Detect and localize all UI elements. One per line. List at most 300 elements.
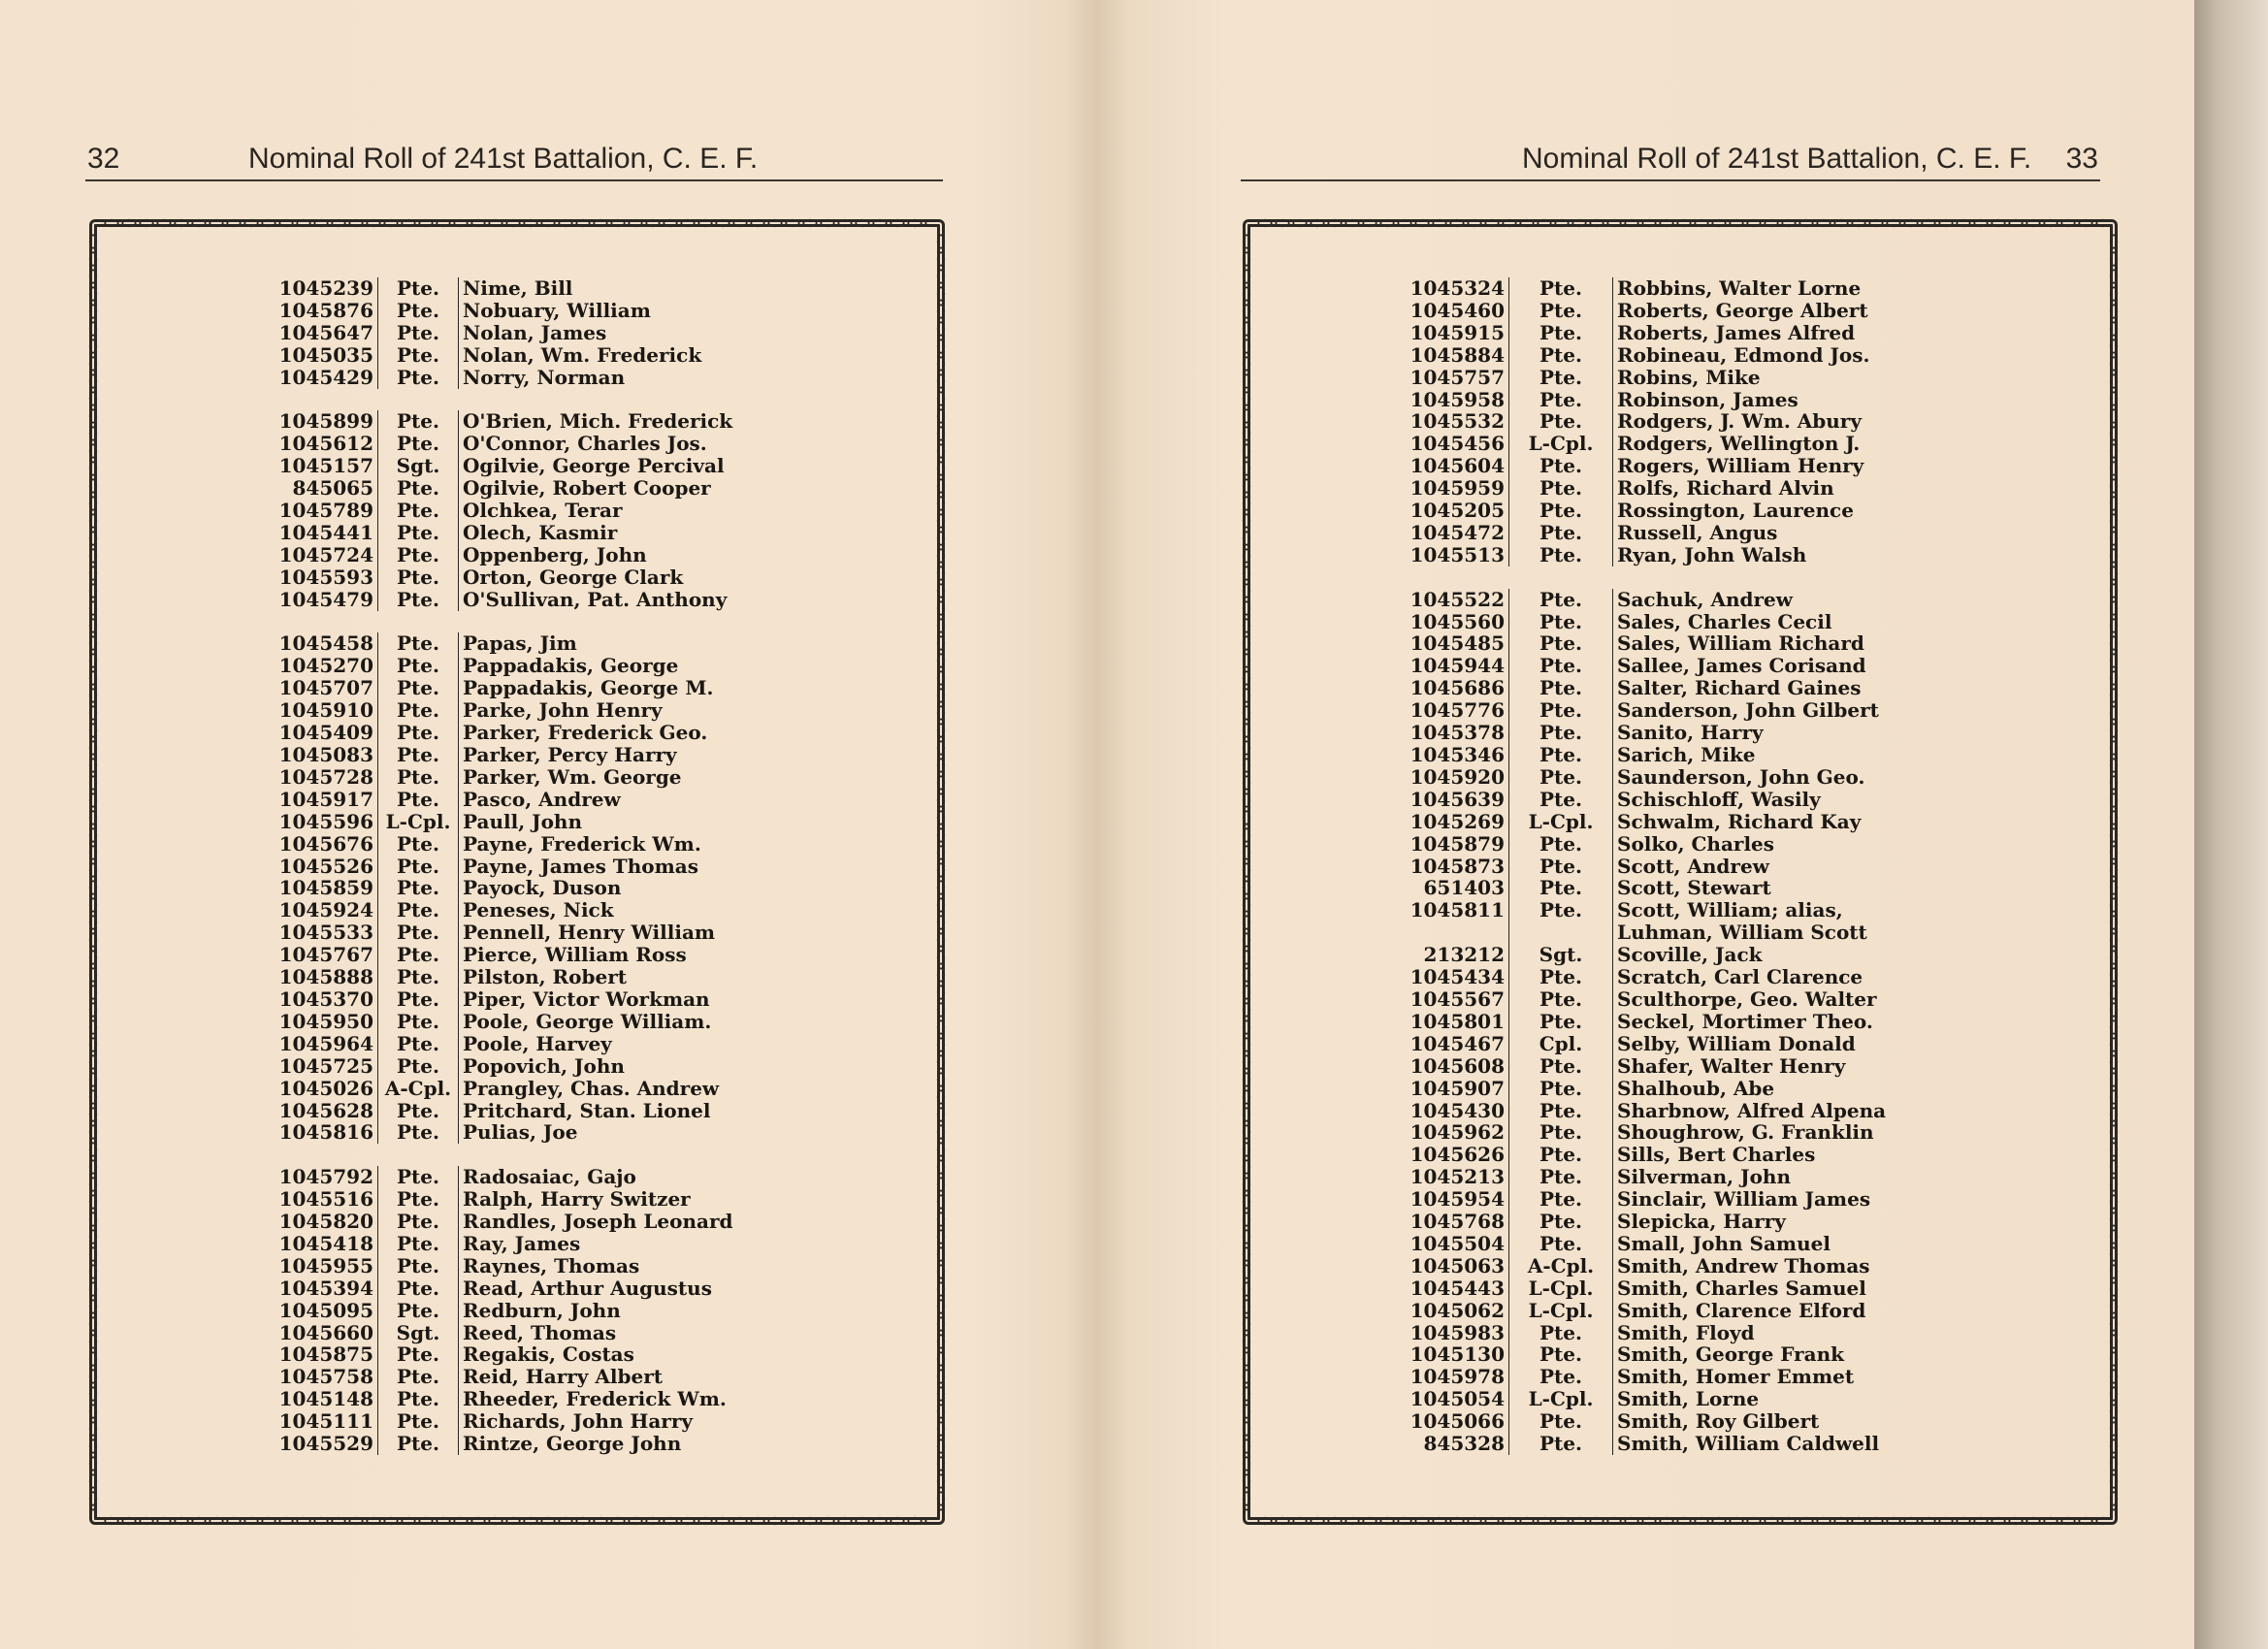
regimental-number: 1045516 xyxy=(97,1188,378,1211)
soldier-name: Robineau, Edmond Jos. xyxy=(1613,344,2111,367)
rank: Pte. xyxy=(1539,787,1582,811)
left-page xyxy=(0,0,1097,1649)
table-row xyxy=(1250,766,2110,789)
table-row xyxy=(97,1055,937,1078)
regimental-number: 1045054 xyxy=(1250,1388,1509,1410)
chain-border-icon xyxy=(1256,216,2104,230)
regimental-number: 1045612 xyxy=(97,433,378,455)
regimental-number: 1045978 xyxy=(1250,1366,1509,1388)
soldier-name: Nobuary, William xyxy=(459,300,938,322)
soldier-name: Shalhoub, Abe xyxy=(1613,1078,2111,1100)
soldier-name: Pappadakis, George xyxy=(459,655,938,677)
regimental-number: 1045270 xyxy=(97,655,378,677)
regimental-number: 1045917 xyxy=(97,789,378,811)
soldier-name: Prangley, Chas. Andrew xyxy=(459,1078,938,1100)
regimental-number: 1045095 xyxy=(97,1300,378,1322)
regimental-number: 1045875 xyxy=(97,1343,378,1366)
rank: Pte. xyxy=(397,542,439,566)
regimental-number: 1045728 xyxy=(97,766,378,789)
table-row xyxy=(97,789,937,811)
soldier-name: Smith, Andrew Thomas xyxy=(1613,1255,2111,1277)
soldier-name: Small, John Samuel xyxy=(1613,1233,2111,1255)
table-row xyxy=(1250,322,2110,344)
soldier-name: Parker, Frederick Geo. xyxy=(459,722,938,744)
regimental-number: 1045676 xyxy=(97,833,378,856)
rank: Pte. xyxy=(1539,587,1582,611)
soldier-name: Richards, John Harry xyxy=(459,1410,938,1433)
regimental-number: 1045944 xyxy=(1250,655,1509,677)
rank: Pte. xyxy=(1539,743,1582,767)
table-row xyxy=(1250,1211,2110,1233)
regimental-number: 1045429 xyxy=(97,367,378,389)
regimental-number xyxy=(1250,922,1509,944)
rank: Pte. xyxy=(1539,721,1582,745)
soldier-name: Ray, James xyxy=(459,1233,938,1255)
regimental-number: 1045884 xyxy=(1250,344,1509,367)
regimental-number: 651403 xyxy=(1250,877,1509,899)
table-row xyxy=(97,833,937,856)
soldier-name: Rolfs, Richard Alvin xyxy=(1613,477,2111,500)
soldier-name: Paull, John xyxy=(459,811,938,833)
rank: Pte. xyxy=(1539,1210,1582,1234)
table-row xyxy=(1250,699,2110,722)
soldier-name: Nime, Bill xyxy=(459,277,938,300)
soldier-name: Nolan, James xyxy=(459,322,938,344)
soldier-name: Slepicka, Harry xyxy=(1613,1211,2111,1233)
rank: Pte. xyxy=(1539,654,1582,678)
table-row xyxy=(97,1211,937,1233)
soldier-name: Silverman, John xyxy=(1613,1166,2111,1188)
right-page xyxy=(1097,0,2194,1649)
soldier-name: Smith, George Frank xyxy=(1613,1343,2111,1366)
left-page-title: Nominal Roll of 241st Battalion, C. E. F. xyxy=(248,143,759,175)
regimental-number: 1045130 xyxy=(1250,1343,1509,1366)
table-row xyxy=(1250,922,2110,944)
table-row xyxy=(97,1011,937,1033)
table-row xyxy=(1250,300,2110,322)
regimental-number: 1045907 xyxy=(1250,1078,1509,1100)
table-row xyxy=(1250,1144,2110,1166)
table-row xyxy=(1250,522,2110,544)
rank: Pte. xyxy=(397,876,439,900)
section-gap xyxy=(1250,566,2110,589)
rank: Pte. xyxy=(397,342,439,367)
table-row xyxy=(97,1343,937,1366)
regimental-number: 1045035 xyxy=(97,344,378,367)
table-row xyxy=(97,1233,937,1255)
rank: Pte. xyxy=(1539,454,1582,478)
soldier-name: Solko, Charles xyxy=(1613,833,2111,856)
rank: Pte. xyxy=(397,298,439,322)
table-row xyxy=(97,899,937,922)
rank: Pte. xyxy=(1539,609,1582,633)
rank: Pte. xyxy=(1539,409,1582,434)
rank: Pte. xyxy=(1539,1076,1582,1100)
soldier-name: Sills, Bert Charles xyxy=(1613,1144,2111,1166)
regimental-number: 1045954 xyxy=(1250,1188,1509,1211)
table-row xyxy=(97,1410,937,1433)
regimental-number: 1045513 xyxy=(1250,544,1509,566)
table-row xyxy=(1250,877,2110,899)
regimental-number: 1045441 xyxy=(97,522,378,544)
table-row xyxy=(1250,589,2110,611)
chain-border-icon xyxy=(1256,1514,2104,1528)
table-row xyxy=(97,632,937,655)
soldier-name: Smith, Floyd xyxy=(1613,1322,2111,1344)
table-row xyxy=(1250,944,2110,966)
regimental-number: 1045378 xyxy=(1250,722,1509,744)
rank: Pte. xyxy=(397,365,439,389)
rank: Pte. xyxy=(1539,965,1582,989)
soldier-name: Scott, Andrew xyxy=(1613,856,2111,878)
regimental-number: 1045324 xyxy=(1250,277,1509,300)
table-row xyxy=(97,966,937,988)
regimental-number: 1045026 xyxy=(97,1078,378,1100)
table-row xyxy=(97,455,937,477)
table-row xyxy=(1250,966,2110,988)
table-row xyxy=(1250,811,2110,833)
soldier-name: Regakis, Costas xyxy=(459,1343,938,1366)
rank: Pte. xyxy=(1539,898,1582,922)
regimental-number: 1045111 xyxy=(97,1410,378,1433)
left-roll-table xyxy=(97,277,937,1455)
table-row xyxy=(97,1366,937,1388)
regimental-number: 1045418 xyxy=(97,1233,378,1255)
regimental-number: 1045504 xyxy=(1250,1233,1509,1255)
regimental-number: 1045269 xyxy=(1250,811,1509,833)
rank: Sgt. xyxy=(396,1320,440,1344)
table-row xyxy=(97,811,937,833)
table-row xyxy=(1250,455,2110,477)
soldier-name: Shoughrow, G. Franklin xyxy=(1613,1121,2111,1144)
table-row xyxy=(1250,1166,2110,1188)
soldier-name: Payne, Frederick Wm. xyxy=(459,833,938,856)
rank: Pte. xyxy=(397,1187,439,1212)
section-gap xyxy=(97,389,937,411)
table-row xyxy=(97,367,937,389)
soldier-name: Smith, Homer Emmet xyxy=(1613,1366,2111,1388)
table-row xyxy=(1250,789,2110,811)
soldier-name: Smith, Lorne xyxy=(1613,1388,2111,1410)
regimental-number: 1045792 xyxy=(97,1166,378,1188)
rank: Pte. xyxy=(1539,1098,1582,1122)
regimental-number: 1045639 xyxy=(1250,789,1509,811)
regimental-number: 1045888 xyxy=(97,966,378,988)
rank: Sgt. xyxy=(396,454,440,478)
table-row xyxy=(1250,856,2110,878)
rank: Pte. xyxy=(397,1231,439,1255)
soldier-name: Robinson, James xyxy=(1613,389,2111,411)
soldier-name: Pierce, William Ross xyxy=(459,944,938,966)
soldier-name: Olech, Kasmir xyxy=(459,522,938,544)
table-row xyxy=(97,1433,937,1455)
rank: Pte. xyxy=(397,1432,439,1456)
regimental-number: 1045924 xyxy=(97,899,378,922)
rank: Pte. xyxy=(1539,1320,1582,1344)
rank: Pte. xyxy=(397,631,439,656)
rank: Pte. xyxy=(397,1210,439,1234)
soldier-name: Schischloff, Wasily xyxy=(1613,789,2111,811)
table-row xyxy=(97,856,937,878)
regimental-number: 1045458 xyxy=(97,632,378,655)
regimental-number: 1045157 xyxy=(97,455,378,477)
table-row xyxy=(1250,1033,2110,1055)
soldier-name: Seckel, Mortimer Theo. xyxy=(1613,1011,2111,1033)
soldier-name: Saunderson, John Geo. xyxy=(1613,766,2111,789)
soldier-name: Sachuk, Andrew xyxy=(1613,589,2111,611)
table-row xyxy=(1250,1078,2110,1100)
rank: Pte. xyxy=(1539,387,1582,411)
soldier-name: O'Brien, Mich. Frederick xyxy=(459,410,938,433)
regimental-number: 1045456 xyxy=(1250,433,1509,455)
regimental-number: 1045920 xyxy=(1250,766,1509,789)
soldier-name: O'Connor, Charles Jos. xyxy=(459,433,938,455)
regimental-number: 1045958 xyxy=(1250,389,1509,411)
regimental-number: 1045801 xyxy=(1250,1011,1509,1033)
regimental-number: 1045879 xyxy=(1250,833,1509,856)
rank: Pte. xyxy=(1539,764,1582,789)
table-row xyxy=(97,1322,937,1344)
table-row xyxy=(97,410,937,433)
table-row xyxy=(97,699,937,722)
soldier-name: Redburn, John xyxy=(459,1300,938,1322)
regimental-number: 1045560 xyxy=(1250,611,1509,633)
rank: Pte. xyxy=(397,1053,439,1078)
soldier-name: Sanito, Harry xyxy=(1613,722,2111,744)
table-row xyxy=(1250,433,2110,455)
right-page-number: 33 xyxy=(2065,143,2098,175)
table-row xyxy=(97,744,937,766)
rank: Pte. xyxy=(397,587,439,611)
table-row xyxy=(1250,544,2110,566)
rank: Pte. xyxy=(1539,542,1582,566)
rank: L-Cpl. xyxy=(1528,432,1594,456)
table-row xyxy=(1250,1300,2110,1322)
rank: Pte. xyxy=(397,986,439,1011)
left-ornamental-border xyxy=(89,219,945,1525)
table-row xyxy=(1250,655,2110,677)
table-row xyxy=(1250,1100,2110,1122)
rank: L-Cpl. xyxy=(1528,1298,1594,1322)
section-gap xyxy=(97,611,937,633)
soldier-name: Randles, Joseph Leonard xyxy=(459,1211,938,1233)
table-row xyxy=(97,433,937,455)
regimental-number: 1045526 xyxy=(97,856,378,878)
regimental-number: 1045593 xyxy=(97,566,378,589)
chain-border-icon xyxy=(103,216,931,230)
table-row xyxy=(1250,611,2110,633)
regimental-number: 1045758 xyxy=(97,1366,378,1388)
regimental-number: 1045955 xyxy=(97,1255,378,1277)
table-row xyxy=(97,944,937,966)
table-row xyxy=(1250,722,2110,744)
regimental-number: 1045959 xyxy=(1250,477,1509,500)
soldier-name: Parke, John Henry xyxy=(459,699,938,722)
table-row xyxy=(1250,1410,2110,1433)
rank: Pte. xyxy=(1539,986,1582,1011)
table-row xyxy=(1250,1366,2110,1388)
soldier-name: Radosaiac, Gajo xyxy=(459,1166,938,1188)
regimental-number: 1045876 xyxy=(97,300,378,322)
table-row xyxy=(97,1188,937,1211)
soldier-name: Olchkea, Terar xyxy=(459,500,938,522)
regimental-number: 1045686 xyxy=(1250,677,1509,699)
rank: A-Cpl. xyxy=(1527,1253,1595,1277)
soldier-name: Roberts, James Alfred xyxy=(1613,322,2111,344)
right-roll-table xyxy=(1250,277,2110,1455)
rank: Pte. xyxy=(1539,831,1582,856)
soldier-name: Pilston, Robert xyxy=(459,966,938,988)
rank: Pte. xyxy=(397,1165,439,1189)
rank: Pte. xyxy=(397,1365,439,1389)
table-row xyxy=(1250,833,2110,856)
soldier-name: O'Sullivan, Pat. Anthony xyxy=(459,589,938,611)
rank: Pte. xyxy=(397,1387,439,1411)
rank: Pte. xyxy=(1539,1143,1582,1167)
regimental-number: 1045962 xyxy=(1250,1121,1509,1144)
soldier-name: Rheeder, Frederick Wm. xyxy=(459,1388,938,1410)
table-row xyxy=(1250,389,2110,411)
rank: Pte. xyxy=(1539,1009,1582,1033)
rank: Pte. xyxy=(1539,1165,1582,1189)
regimental-number: 1045434 xyxy=(1250,966,1509,988)
table-row xyxy=(1250,477,2110,500)
soldier-name: Ryan, John Walsh xyxy=(1613,544,2111,566)
right-page-title: Nominal Roll of 241st Battalion, C. E. F. xyxy=(1522,143,2032,175)
soldier-name: Rodgers, J. Wm. Abury xyxy=(1613,410,2111,433)
rank xyxy=(1509,922,1613,944)
table-row xyxy=(97,655,937,677)
regimental-number: 1045430 xyxy=(1250,1100,1509,1122)
soldier-name: Rogers, William Henry xyxy=(1613,455,2111,477)
soldier-name: Sarich, Mike xyxy=(1613,744,2111,766)
rank: Pte. xyxy=(1539,854,1582,878)
regimental-number: 1045816 xyxy=(97,1121,378,1144)
rank: Pte. xyxy=(1539,1365,1582,1389)
soldier-name: Smith, Clarence Elford xyxy=(1613,1300,2111,1322)
rank: Pte. xyxy=(397,1009,439,1033)
regimental-number: 1045964 xyxy=(97,1033,378,1055)
rank: Pte. xyxy=(397,276,439,300)
regimental-number: 1045811 xyxy=(1250,899,1509,922)
table-row xyxy=(97,1033,937,1055)
soldier-name: Norry, Norman xyxy=(459,367,938,389)
regimental-number: 1045768 xyxy=(1250,1211,1509,1233)
rank: Pte. xyxy=(397,698,439,723)
soldier-name: Pennell, Henry William xyxy=(459,922,938,944)
table-row xyxy=(97,1300,937,1322)
soldier-name: Parker, Wm. George xyxy=(459,766,938,789)
regimental-number: 1045370 xyxy=(97,988,378,1011)
regimental-number: 1045660 xyxy=(97,1322,378,1344)
regimental-number: 1045062 xyxy=(1250,1300,1509,1322)
soldier-name: Scoville, Jack xyxy=(1613,944,2111,966)
rank: L-Cpl. xyxy=(1528,1276,1594,1300)
rank: Pte. xyxy=(1539,1231,1582,1255)
table-row xyxy=(1250,632,2110,655)
soldier-name: Scott, Stewart xyxy=(1613,877,2111,899)
soldier-name: Payock, Duson xyxy=(459,877,938,899)
regimental-number: 1045767 xyxy=(97,944,378,966)
table-row xyxy=(1250,988,2110,1011)
soldier-name: Scott, William; alias, xyxy=(1613,899,2111,922)
rank: Pte. xyxy=(397,965,439,989)
table-row xyxy=(97,877,937,899)
rank: Pte. xyxy=(397,476,439,501)
table-row xyxy=(97,344,937,367)
rank: Pte. xyxy=(1539,676,1582,700)
right-page-header xyxy=(1241,141,2100,181)
regimental-number: 1045789 xyxy=(97,500,378,522)
left-page-number: 32 xyxy=(87,143,120,175)
rank: Pte. xyxy=(1539,520,1582,544)
soldier-name: Poole, George William. xyxy=(459,1011,938,1033)
regimental-number: 1045757 xyxy=(1250,367,1509,389)
soldier-name: Sales, William Richard xyxy=(1613,632,2111,655)
rank: L-Cpl. xyxy=(1528,809,1594,833)
table-row xyxy=(1250,1233,2110,1255)
soldier-name: Payne, James Thomas xyxy=(459,856,938,878)
soldier-name: Sharbnow, Alfred Alpena xyxy=(1613,1100,2111,1122)
table-row xyxy=(1250,1343,2110,1366)
regimental-number: 1045346 xyxy=(1250,744,1509,766)
table-row xyxy=(97,1166,937,1188)
table-row xyxy=(97,677,937,699)
regimental-number: 1045532 xyxy=(1250,410,1509,433)
regimental-number: 1045983 xyxy=(1250,1322,1509,1344)
soldier-name: Robbins, Walter Lorne xyxy=(1613,277,2111,300)
soldier-name: Scratch, Carl Clarence xyxy=(1613,966,2111,988)
rank: Pte. xyxy=(397,520,439,544)
table-row xyxy=(1250,1255,2110,1277)
regimental-number: 1045529 xyxy=(97,1433,378,1455)
rank: Pte. xyxy=(1539,1187,1582,1212)
regimental-number: 1045647 xyxy=(97,322,378,344)
regimental-number: 1045859 xyxy=(97,877,378,899)
regimental-number: 1045394 xyxy=(97,1277,378,1300)
table-row xyxy=(97,1277,937,1300)
table-row xyxy=(97,988,937,1011)
regimental-number: 1045213 xyxy=(1250,1166,1509,1188)
soldier-name: Pulias, Joe xyxy=(459,1121,938,1144)
soldier-name: Sinclair, William James xyxy=(1613,1188,2111,1211)
rank: Pte. xyxy=(1539,1409,1582,1434)
rank: Pte. xyxy=(397,921,439,945)
table-row xyxy=(1250,744,2110,766)
soldier-name: Ralph, Harry Switzer xyxy=(459,1188,938,1211)
rank: Pte. xyxy=(397,854,439,878)
soldier-name: Sculthorpe, Geo. Walter xyxy=(1613,988,2111,1011)
regimental-number: 1045707 xyxy=(97,677,378,699)
soldier-name: Ogilvie, Robert Cooper xyxy=(459,477,938,500)
table-row xyxy=(97,1388,937,1410)
rank: Pte. xyxy=(1539,298,1582,322)
rank: Pte. xyxy=(397,1298,439,1322)
table-row xyxy=(97,922,937,944)
soldier-name: Smith, Roy Gilbert xyxy=(1613,1410,2111,1433)
rank: Pte. xyxy=(1539,276,1582,300)
table-row xyxy=(97,277,937,300)
soldier-name: Ogilvie, George Percival xyxy=(459,455,938,477)
table-row xyxy=(97,1255,937,1277)
soldier-name: Nolan, Wm. Frederick xyxy=(459,344,938,367)
regimental-number: 1045472 xyxy=(1250,522,1509,544)
regimental-number: 1045910 xyxy=(97,699,378,722)
rank: Cpl. xyxy=(1539,1031,1583,1055)
table-row xyxy=(97,300,937,322)
soldier-name: Reid, Harry Albert xyxy=(459,1366,938,1388)
table-row xyxy=(1250,277,2110,300)
